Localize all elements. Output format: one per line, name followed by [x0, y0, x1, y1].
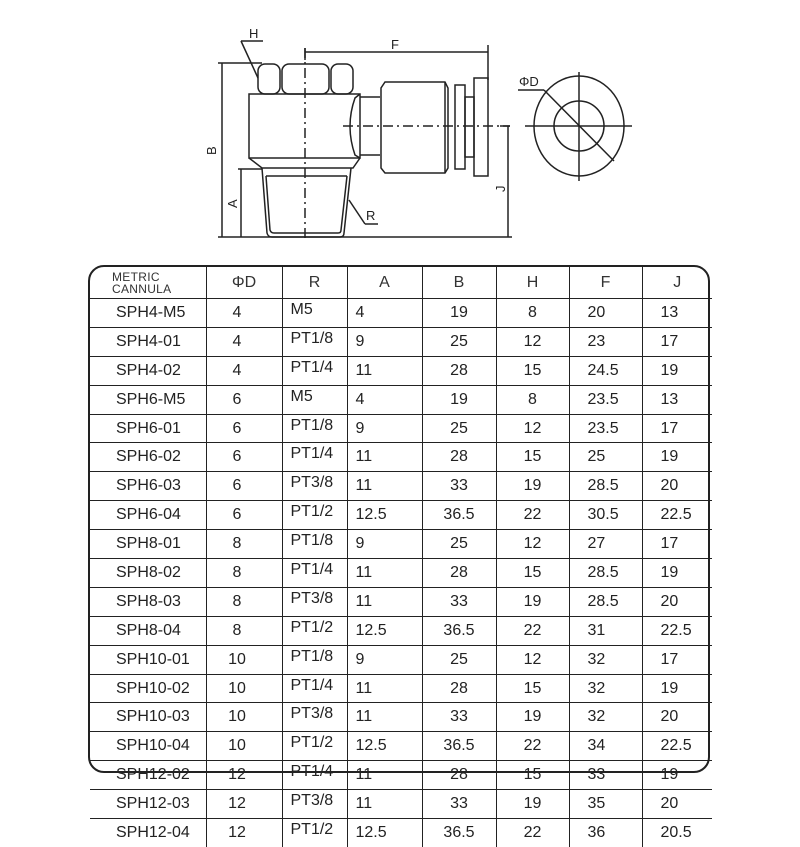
cell-model: SPH4-M5	[90, 299, 206, 328]
dimension-a	[225, 169, 262, 237]
cell-f: 31	[569, 616, 642, 645]
table-row	[90, 732, 712, 761]
cell-model: SPH10-01	[90, 645, 206, 674]
cell-a: 11	[347, 356, 422, 385]
cell-j: 20.5	[642, 819, 712, 847]
cell-j: 20	[642, 587, 712, 616]
column-header-r: R	[282, 267, 347, 299]
cell-model: SPH6-03	[90, 472, 206, 501]
fitting-body	[249, 94, 380, 168]
cell-r: PT1/8	[282, 414, 347, 443]
cell-a: 12.5	[347, 501, 422, 530]
header-line-1: METRIC	[112, 269, 160, 284]
table-row	[90, 559, 712, 588]
table-row	[90, 674, 712, 703]
table-row	[90, 616, 712, 645]
cell-h: 22	[496, 616, 569, 645]
table-row	[90, 327, 712, 356]
thread-section	[262, 168, 378, 237]
cell-r: PT1/4	[282, 761, 347, 790]
cell-r: PT1/4	[282, 559, 347, 588]
cell-d: 6	[206, 385, 282, 414]
cell-model: SPH10-04	[90, 732, 206, 761]
cell-d: 10	[206, 674, 282, 703]
cell-r: PT1/4	[282, 674, 347, 703]
header-line-2: CANNULA	[112, 281, 172, 296]
cell-j: 17	[642, 327, 712, 356]
cell-model: SPH8-03	[90, 587, 206, 616]
column-header-f: F	[569, 267, 642, 299]
cell-a: 11	[347, 559, 422, 588]
cell-b: 33	[422, 587, 496, 616]
cell-b: 33	[422, 790, 496, 819]
cell-h: 15	[496, 674, 569, 703]
cell-model: SPH4-01	[90, 327, 206, 356]
cell-b: 28	[422, 356, 496, 385]
cell-j: 22.5	[642, 732, 712, 761]
column-header-j: J	[642, 267, 712, 299]
svg-text:F: F	[391, 37, 399, 52]
cell-r: M5	[282, 299, 347, 328]
svg-text:H: H	[249, 26, 259, 41]
svg-text:A: A	[225, 199, 240, 208]
table-row	[90, 761, 712, 790]
cell-model: SPH8-02	[90, 559, 206, 588]
cell-b: 25	[422, 327, 496, 356]
cell-b: 28	[422, 559, 496, 588]
dimension-j	[493, 126, 510, 237]
cell-b: 36.5	[422, 732, 496, 761]
cell-d: 6	[206, 414, 282, 443]
table-header-row	[90, 267, 712, 299]
cell-h: 12	[496, 645, 569, 674]
cell-r: PT1/8	[282, 530, 347, 559]
cell-d: 8	[206, 587, 282, 616]
cell-r: PT1/2	[282, 501, 347, 530]
cell-f: 32	[569, 703, 642, 732]
column-header-b: B	[422, 267, 496, 299]
table-row	[90, 414, 712, 443]
cell-b: 33	[422, 472, 496, 501]
cell-j: 22.5	[642, 616, 712, 645]
cell-h: 19	[496, 587, 569, 616]
cell-j: 19	[642, 443, 712, 472]
table-row	[90, 530, 712, 559]
cell-j: 20	[642, 703, 712, 732]
cell-j: 22.5	[642, 501, 712, 530]
cell-a: 9	[347, 645, 422, 674]
cell-r: PT1/4	[282, 356, 347, 385]
table-row	[90, 703, 712, 732]
cell-b: 28	[422, 761, 496, 790]
cell-b: 25	[422, 530, 496, 559]
cell-f: 23	[569, 327, 642, 356]
cell-model: SPH6-01	[90, 414, 206, 443]
cell-d: 6	[206, 472, 282, 501]
cell-j: 17	[642, 414, 712, 443]
cell-b: 33	[422, 703, 496, 732]
cell-h: 22	[496, 732, 569, 761]
table-row	[90, 645, 712, 674]
cell-b: 28	[422, 674, 496, 703]
cell-d: 8	[206, 616, 282, 645]
cell-r: PT3/8	[282, 472, 347, 501]
cell-d: 12	[206, 819, 282, 847]
dimension-b	[204, 63, 262, 237]
cell-a: 11	[347, 587, 422, 616]
cell-a: 11	[347, 761, 422, 790]
cell-h: 19	[496, 703, 569, 732]
cell-j: 20	[642, 790, 712, 819]
spec-table	[90, 267, 712, 847]
cell-d: 10	[206, 732, 282, 761]
center-lines	[305, 48, 510, 240]
cell-d: 10	[206, 703, 282, 732]
cell-f: 28.5	[569, 587, 642, 616]
column-header-a: A	[347, 267, 422, 299]
cell-b: 36.5	[422, 819, 496, 847]
cell-model: SPH4-02	[90, 356, 206, 385]
cell-d: 8	[206, 559, 282, 588]
cell-j: 19	[642, 559, 712, 588]
cell-r: PT3/8	[282, 790, 347, 819]
cell-d: 6	[206, 501, 282, 530]
svg-text:J: J	[493, 185, 508, 192]
cell-model: SPH12-02	[90, 761, 206, 790]
cell-r: PT1/4	[282, 443, 347, 472]
cell-h: 19	[496, 790, 569, 819]
cell-a: 9	[347, 414, 422, 443]
cell-r: PT1/8	[282, 327, 347, 356]
cell-h: 8	[496, 385, 569, 414]
table-row	[90, 299, 712, 328]
svg-text:ΦD: ΦD	[519, 74, 539, 89]
cell-d: 4	[206, 327, 282, 356]
cell-h: 8	[496, 299, 569, 328]
cell-a: 11	[347, 472, 422, 501]
cell-a: 4	[347, 385, 422, 414]
cell-b: 36.5	[422, 501, 496, 530]
cell-a: 12.5	[347, 616, 422, 645]
cell-f: 30.5	[569, 501, 642, 530]
table-row	[90, 501, 712, 530]
table-row	[90, 385, 712, 414]
cell-h: 22	[496, 501, 569, 530]
cell-j: 17	[642, 530, 712, 559]
dimension-h	[241, 26, 263, 78]
cell-a: 11	[347, 703, 422, 732]
cell-f: 20	[569, 299, 642, 328]
cell-h: 12	[496, 327, 569, 356]
cell-f: 28.5	[569, 472, 642, 501]
column-header-model	[90, 267, 206, 299]
end-view	[518, 72, 632, 181]
cell-j: 17	[642, 645, 712, 674]
cell-f: 28.5	[569, 559, 642, 588]
cell-a: 12.5	[347, 819, 422, 847]
cell-d: 12	[206, 761, 282, 790]
cell-a: 9	[347, 530, 422, 559]
table-row	[90, 356, 712, 385]
cell-f: 27	[569, 530, 642, 559]
cell-b: 36.5	[422, 616, 496, 645]
cell-a: 11	[347, 443, 422, 472]
cell-d: 12	[206, 790, 282, 819]
cell-f: 35	[569, 790, 642, 819]
table-row	[90, 819, 712, 847]
cell-b: 19	[422, 299, 496, 328]
cell-f: 25	[569, 443, 642, 472]
cell-b: 19	[422, 385, 496, 414]
cell-d: 10	[206, 645, 282, 674]
push-in-connector	[381, 78, 488, 176]
cell-d: 8	[206, 530, 282, 559]
cell-f: 32	[569, 645, 642, 674]
table-row	[90, 790, 712, 819]
cell-h: 15	[496, 443, 569, 472]
cell-h: 15	[496, 559, 569, 588]
cell-r: PT1/2	[282, 819, 347, 847]
cell-f: 32	[569, 674, 642, 703]
cell-model: SPH6-02	[90, 443, 206, 472]
cell-model: SPH6-04	[90, 501, 206, 530]
cell-h: 15	[496, 761, 569, 790]
cell-r: PT1/8	[282, 645, 347, 674]
spec-table-container	[88, 265, 710, 841]
cell-r: PT1/2	[282, 732, 347, 761]
cell-model: SPH10-03	[90, 703, 206, 732]
cell-model: SPH12-04	[90, 819, 206, 847]
cell-a: 11	[347, 674, 422, 703]
cell-j: 13	[642, 299, 712, 328]
cell-f: 23.5	[569, 385, 642, 414]
cell-h: 19	[496, 472, 569, 501]
cell-f: 33	[569, 761, 642, 790]
cell-model: SPH10-02	[90, 674, 206, 703]
cell-d: 4	[206, 356, 282, 385]
cell-j: 19	[642, 761, 712, 790]
cell-model: SPH8-04	[90, 616, 206, 645]
cell-model: SPH8-01	[90, 530, 206, 559]
cell-j: 19	[642, 356, 712, 385]
cell-j: 13	[642, 385, 712, 414]
cell-a: 12.5	[347, 732, 422, 761]
cell-f: 36	[569, 819, 642, 847]
cell-h: 12	[496, 414, 569, 443]
cell-f: 34	[569, 732, 642, 761]
cell-r: M5	[282, 385, 347, 414]
table-row	[90, 472, 712, 501]
cell-h: 22	[496, 819, 569, 847]
table-body	[90, 299, 712, 847]
dimension-f	[305, 37, 488, 80]
cell-a: 4	[347, 299, 422, 328]
table-row	[90, 587, 712, 616]
cell-f: 24.5	[569, 356, 642, 385]
cell-d: 4	[206, 299, 282, 328]
cell-j: 19	[642, 674, 712, 703]
cell-b: 25	[422, 645, 496, 674]
table-row	[90, 443, 712, 472]
cell-f: 23.5	[569, 414, 642, 443]
svg-text:B: B	[204, 146, 219, 155]
column-header-h: H	[496, 267, 569, 299]
cell-a: 11	[347, 790, 422, 819]
cell-b: 28	[422, 443, 496, 472]
cell-r: PT3/8	[282, 587, 347, 616]
cell-r: PT1/2	[282, 616, 347, 645]
cell-b: 25	[422, 414, 496, 443]
cell-j: 20	[642, 472, 712, 501]
cell-r: PT3/8	[282, 703, 347, 732]
cell-model: SPH6-M5	[90, 385, 206, 414]
svg-text:R: R	[366, 208, 376, 223]
cell-h: 12	[496, 530, 569, 559]
cell-a: 9	[347, 327, 422, 356]
cell-h: 15	[496, 356, 569, 385]
cell-model: SPH12-03	[90, 790, 206, 819]
fitting-technical-drawing	[0, 0, 800, 250]
column-header-d: ΦD	[206, 267, 282, 299]
cell-d: 6	[206, 443, 282, 472]
